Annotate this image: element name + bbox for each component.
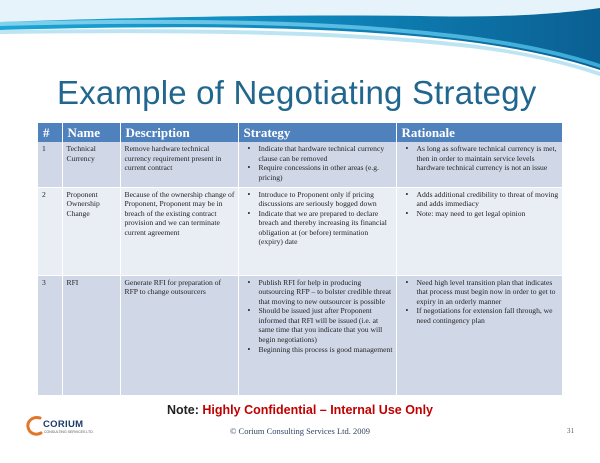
copyright-footer: © Corium Consulting Services Ltd. 2009 (229, 426, 371, 436)
row-number: 1 (38, 142, 62, 187)
rationale-bullet: • If negotiations for extension fall through, we need contingency plan (417, 306, 560, 325)
row-rationale (396, 142, 562, 187)
column-header-name: Name (62, 123, 120, 142)
strategy-bullet: • Require concessions in other areas (e.g. pricing) (259, 163, 393, 182)
note-text: Highly Confidential – Internal Use Only (202, 403, 433, 417)
logo-tagline: CONSULTING SERVICES LTD. (44, 430, 94, 434)
strategy-bullet: • Publish RFI for help in producing outsourcing RFP – to bolster credible threat that moving to new outsourcer is possible (259, 278, 393, 307)
column-header-description: Description (120, 123, 238, 142)
row-strategy (238, 142, 396, 187)
strategy-table (38, 123, 562, 396)
table-row (38, 142, 562, 187)
logo-name: CORIUM (43, 419, 84, 430)
row-name: Proponent Ownership Change (62, 187, 120, 275)
strategy-bullet: • Should be issued just after Proponent informed that RFI will be issued (i.e. at same time that you indicate that you will begin negotiations) (259, 306, 393, 344)
rationale-bullet: • Adds additional credibility to threat of moving and adds immediacy (417, 190, 560, 209)
table-row (38, 275, 562, 395)
row-strategy (238, 187, 396, 275)
row-name: RFI (62, 275, 120, 395)
rationale-list (401, 278, 560, 326)
column-header-number: # (38, 123, 62, 142)
strategy-bullet: • Beginning this process is good management (259, 345, 393, 355)
row-description: Because of the ownership change of Proponent, Proponent may be in breach of the existing contract provision and we can terminate current agreement (120, 187, 238, 275)
strategy-list (243, 144, 393, 182)
strategy-bullet: • Indicate that we are prepared to declare breach and thereby increasing its financial obligation at (or before) termination (expiry) date (259, 209, 393, 247)
rationale-bullet: • Need high level transition plan that indicates that process must begin now in order to get to expiry in an orderly manner (417, 278, 560, 307)
row-rationale (396, 275, 562, 395)
row-rationale (396, 187, 562, 275)
row-number: 2 (38, 187, 62, 275)
rationale-list (401, 144, 560, 173)
column-header-strategy: Strategy (238, 123, 396, 142)
rationale-list (401, 190, 560, 219)
column-header-rationale: Rationale (396, 123, 562, 142)
row-description: Remove hardware technical currency requirement present in current contract (120, 142, 238, 187)
strategy-bullet: • Introduce to Proponent only if pricing discussions are seriously bogged down (259, 190, 393, 209)
note-label: Note: (166, 403, 203, 417)
row-name: Technical Currency (62, 142, 120, 187)
row-strategy (238, 275, 396, 395)
strategy-list (243, 190, 393, 248)
strategy-bullet: • Indicate that hardware technical currency clause can be removed (259, 144, 393, 163)
table-row (38, 187, 562, 275)
row-number: 3 (38, 275, 62, 395)
table-header-row (38, 123, 562, 142)
strategy-list (243, 278, 393, 355)
page-title: Example of Negotiating Strategy (57, 74, 537, 111)
row-description: Generate RFI for preparation of RFP to change outsourcers (120, 275, 238, 395)
rationale-bullet: • Note: may need to get legal opinion (417, 209, 560, 219)
page-number: 31 (567, 427, 574, 435)
rationale-bullet: • As long as software technical currency is met, then in order to maintain service levels hardware technical currency is not an issue (417, 144, 560, 173)
